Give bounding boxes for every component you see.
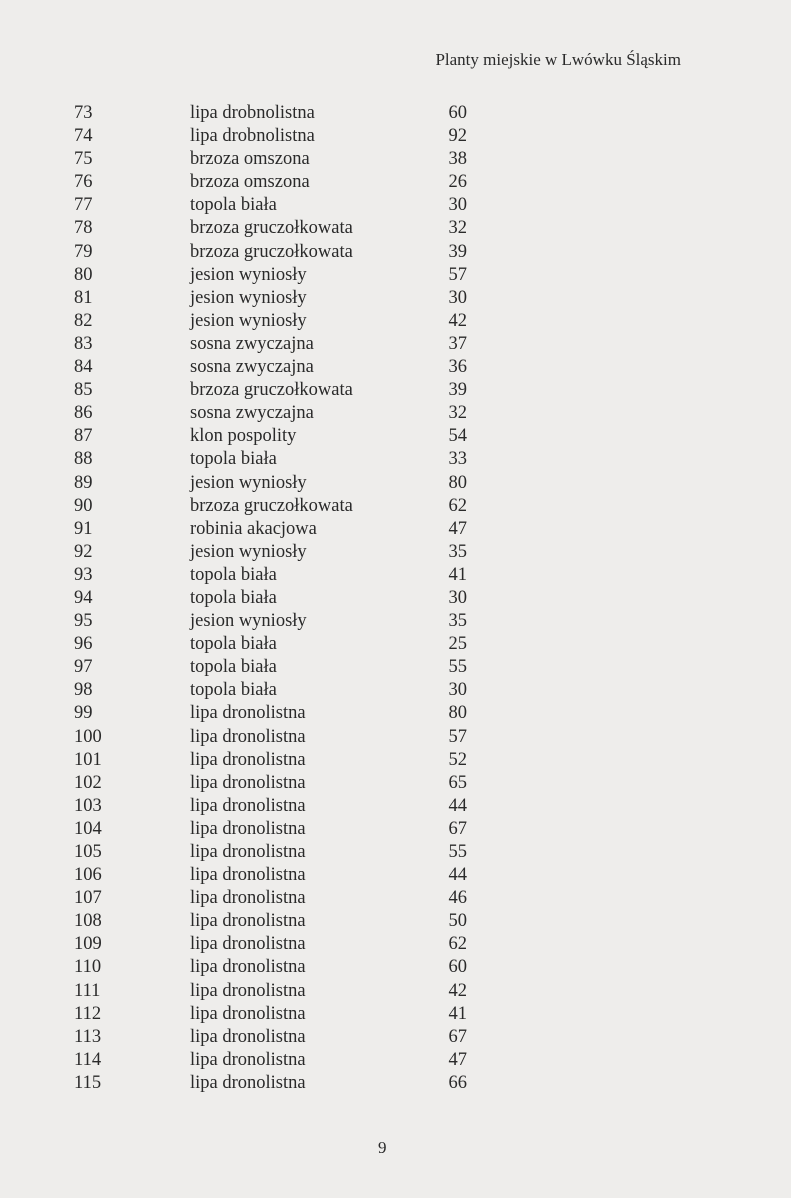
- tree-value: 35: [448, 611, 467, 632]
- table-row: [0, 1072, 791, 1095]
- tree-number: 110: [74, 957, 102, 978]
- species-name: brzoza gruczołkowata: [190, 218, 353, 239]
- species-name: lipa dronolistna: [190, 772, 306, 793]
- tree-number: 100: [74, 726, 102, 747]
- table-row: [0, 749, 791, 772]
- table-row: [0, 264, 791, 287]
- species-name: jesion wyniosły: [190, 264, 307, 285]
- tree-table: [0, 102, 791, 1095]
- tree-value: 26: [448, 172, 467, 193]
- tree-value: 66: [448, 1072, 467, 1093]
- tree-value: 62: [448, 934, 467, 955]
- tree-value: 47: [448, 1049, 467, 1070]
- tree-number: 89: [74, 472, 93, 493]
- table-row: [0, 102, 791, 125]
- table-row: [0, 541, 791, 564]
- species-name: lipa dronolistna: [190, 1026, 306, 1047]
- tree-number: 73: [74, 103, 93, 123]
- species-name: jesion wyniosły: [190, 287, 307, 308]
- table-row: [0, 610, 791, 633]
- species-name: brzoza gruczołkowata: [190, 380, 353, 401]
- species-name: robinia akacjowa: [190, 518, 317, 539]
- species-name: lipa dronolistna: [190, 1003, 306, 1024]
- table-row: [0, 333, 791, 356]
- tree-number: 96: [74, 634, 93, 655]
- species-name: lipa dronolistna: [190, 1072, 306, 1093]
- table-row: [0, 356, 791, 379]
- tree-number: 74: [74, 126, 93, 147]
- tree-value: 44: [448, 795, 467, 816]
- tree-number: 78: [74, 218, 93, 239]
- tree-number: 109: [74, 934, 102, 955]
- species-name: jesion wyniosły: [190, 611, 307, 632]
- species-name: lipa dronolistna: [190, 818, 306, 839]
- species-name: lipa drobnolistna: [190, 103, 315, 123]
- table-row: [0, 726, 791, 749]
- species-name: topola biała: [190, 587, 277, 608]
- tree-number: 106: [74, 865, 102, 886]
- tree-value: 39: [448, 241, 467, 262]
- tree-value: 41: [448, 564, 467, 585]
- species-name: jesion wyniosły: [190, 472, 307, 493]
- table-row: [0, 656, 791, 679]
- tree-value: 42: [448, 980, 467, 1001]
- tree-number: 105: [74, 842, 102, 862]
- tree-number: 113: [74, 1026, 102, 1047]
- species-name: lipa dronolistna: [190, 703, 306, 724]
- tree-value: 80: [448, 472, 467, 493]
- tree-number: 111: [74, 980, 101, 1001]
- tree-value: 30: [448, 287, 467, 308]
- species-name: topola biała: [190, 680, 277, 701]
- table-row: [0, 1026, 791, 1049]
- table-row: [0, 495, 791, 518]
- tree-number: 107: [74, 888, 102, 909]
- table-row: [0, 425, 791, 448]
- species-name: lipa drobnolistna: [190, 126, 315, 147]
- tree-number: 91: [74, 518, 93, 539]
- table-row: [0, 795, 791, 818]
- tree-value: 67: [448, 818, 467, 839]
- table-row: [0, 1049, 791, 1072]
- species-name: topola biała: [190, 195, 277, 216]
- species-name: topola biała: [190, 449, 277, 470]
- table-row: [0, 910, 791, 933]
- species-name: lipa dronolistna: [190, 749, 306, 770]
- tree-number: 76: [74, 172, 93, 193]
- species-name: brzoza omszona: [190, 149, 310, 170]
- tree-value: 60: [448, 103, 467, 123]
- tree-number: 92: [74, 541, 93, 562]
- species-name: lipa dronolistna: [190, 888, 306, 909]
- table-row: [0, 1003, 791, 1026]
- species-name: lipa dronolistna: [190, 1049, 306, 1070]
- table-row: [0, 933, 791, 956]
- table-row: [0, 194, 791, 217]
- tree-number: 82: [74, 310, 93, 331]
- species-name: jesion wyniosły: [190, 310, 307, 331]
- tree-value: 47: [448, 518, 467, 539]
- tree-value: 30: [448, 195, 467, 216]
- tree-value: 92: [448, 126, 467, 147]
- tree-number: 98: [74, 680, 93, 701]
- table-row: [0, 841, 791, 864]
- species-name: lipa dronolistna: [190, 795, 306, 816]
- table-row: [0, 379, 791, 402]
- table-row: [0, 956, 791, 979]
- tree-value: 60: [448, 957, 467, 978]
- species-name: topola biała: [190, 634, 277, 655]
- tree-value: 32: [448, 403, 467, 424]
- species-name: lipa dronolistna: [190, 911, 306, 932]
- tree-number: 81: [74, 287, 93, 308]
- tree-value: 80: [448, 703, 467, 724]
- table-row: [0, 310, 791, 333]
- tree-number: 80: [74, 264, 93, 285]
- tree-value: 55: [448, 657, 467, 678]
- table-row: [0, 564, 791, 587]
- table-row: [0, 125, 791, 148]
- tree-value: 38: [448, 149, 467, 170]
- tree-number: 94: [74, 587, 93, 608]
- tree-number: 79: [74, 241, 93, 262]
- tree-value: 65: [448, 772, 467, 793]
- tree-number: 99: [74, 703, 93, 724]
- species-name: lipa dronolistna: [190, 726, 306, 747]
- tree-number: 84: [74, 357, 93, 378]
- species-name: brzoza omszona: [190, 172, 310, 193]
- tree-number: 88: [74, 449, 93, 470]
- tree-value: 36: [448, 357, 467, 378]
- tree-number: 104: [74, 818, 102, 839]
- table-row: [0, 518, 791, 541]
- species-name: lipa dronolistna: [190, 980, 306, 1001]
- tree-value: 44: [448, 865, 467, 886]
- tree-value: 33: [448, 449, 467, 470]
- tree-number: 115: [74, 1072, 102, 1093]
- table-row: [0, 287, 791, 310]
- tree-number: 93: [74, 564, 93, 585]
- tree-number: 90: [74, 495, 93, 516]
- tree-number: 75: [74, 149, 93, 170]
- table-row: [0, 402, 791, 425]
- table-row: [0, 448, 791, 471]
- table-row: [0, 587, 791, 610]
- species-name: topola biała: [190, 564, 277, 585]
- table-row: [0, 818, 791, 841]
- tree-number: 97: [74, 657, 93, 678]
- tree-value: 32: [448, 218, 467, 239]
- tree-number: 114: [74, 1049, 102, 1070]
- tree-value: 30: [448, 680, 467, 701]
- table-row: [0, 864, 791, 887]
- species-name: brzoza gruczołkowata: [190, 495, 353, 516]
- tree-value: 30: [448, 587, 467, 608]
- table-row: [0, 472, 791, 495]
- tree-value: 54: [448, 426, 467, 447]
- tree-number: 102: [74, 772, 102, 793]
- species-name: lipa dronolistna: [190, 934, 306, 955]
- tree-value: 62: [448, 495, 467, 516]
- tree-number: 112: [74, 1003, 102, 1024]
- table-row: [0, 772, 791, 795]
- tree-number: 77: [74, 195, 93, 216]
- tree-number: 85: [74, 380, 93, 401]
- tree-value: 57: [448, 726, 467, 747]
- table-row: [0, 980, 791, 1003]
- table-row: [0, 887, 791, 910]
- tree-value: 52: [448, 749, 467, 770]
- species-name: topola biała: [190, 657, 277, 678]
- tree-value: 50: [448, 911, 467, 932]
- species-name: lipa dronolistna: [190, 865, 306, 886]
- species-name: lipa dronolistna: [190, 842, 306, 862]
- tree-value: 55: [448, 842, 467, 862]
- species-name: lipa dronolistna: [190, 957, 306, 978]
- tree-number: 83: [74, 333, 93, 354]
- page-number: 9: [378, 1138, 387, 1157]
- table-row: [0, 217, 791, 240]
- tree-value: 57: [448, 264, 467, 285]
- species-name: sosna zwyczajna: [190, 333, 314, 354]
- species-name: sosna zwyczajna: [190, 403, 314, 424]
- species-name: klon pospolity: [190, 426, 297, 447]
- species-name: brzoza gruczołkowata: [190, 241, 353, 262]
- table-row: [0, 679, 791, 702]
- table-row: [0, 702, 791, 725]
- tree-value: 25: [448, 634, 467, 655]
- tree-number: 95: [74, 611, 93, 632]
- table-row: [0, 148, 791, 171]
- running-header: Planty miejskie w Lwówku Śląskim: [435, 50, 681, 69]
- table-row: [0, 633, 791, 656]
- tree-number: 101: [74, 749, 102, 770]
- tree-value: 35: [448, 541, 467, 562]
- table-row: [0, 171, 791, 194]
- tree-number: 108: [74, 911, 102, 932]
- tree-number: 103: [74, 795, 102, 816]
- species-name: jesion wyniosły: [190, 541, 307, 562]
- tree-number: 86: [74, 403, 93, 424]
- tree-value: 37: [448, 333, 467, 354]
- tree-number: 87: [74, 426, 93, 447]
- species-name: sosna zwyczajna: [190, 357, 314, 378]
- tree-value: 41: [448, 1003, 467, 1024]
- tree-value: 39: [448, 380, 467, 401]
- tree-value: 46: [448, 888, 467, 909]
- table-row: [0, 241, 791, 264]
- tree-value: 67: [448, 1026, 467, 1047]
- tree-value: 42: [448, 310, 467, 331]
